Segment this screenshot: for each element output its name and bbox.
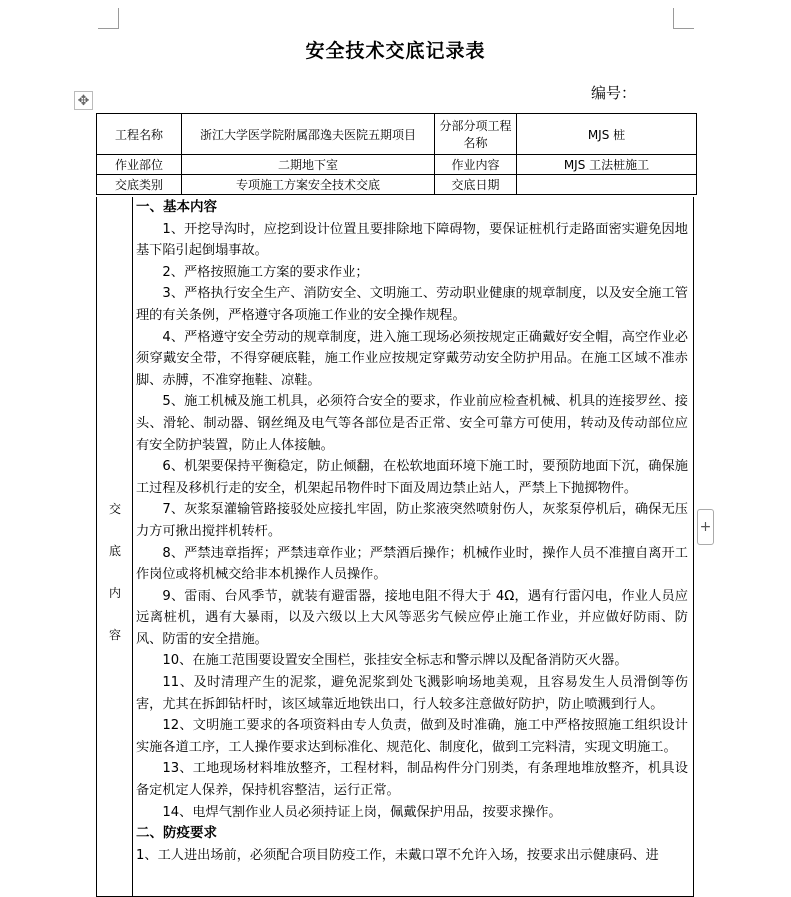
list-item: 10、在施工范围要设置安全围栏，张挂安全标志和警示牌以及配备消防灭火器。 xyxy=(162,653,628,669)
list-item: 2、严格按照施工方案的要求作业； xyxy=(162,264,369,280)
info-table xyxy=(96,113,697,195)
sub-project-label: 分部分项工程名称 xyxy=(435,114,517,155)
table-move-handle-icon[interactable]: ✥ xyxy=(74,91,93,110)
document-title: 安全技术交底记录表 xyxy=(305,40,486,62)
list-item: 11、及时清理产生的泥浆，避免泥浆到处飞溅影响场地美观，且容易发生人员滑倒等伤害，尤其在拆卸钻杆时，该区域靠近地铁出口，行人较多注意做好防护，防止喷溅到行人。 xyxy=(136,675,688,712)
list-item: 1、工人进出场前，必须配合项目防疫工作，未戴口罩不允许入场，按要求出示健康码、进 xyxy=(136,847,659,863)
list-item: 8、严禁违章指挥；严禁违章作业；严禁酒后操作；机械作业时，操作人员不准擅自离开工作岗位或将机械交给非本机操作人员操作。 xyxy=(136,545,688,583)
work-content-label: 作业内容 xyxy=(435,155,517,175)
side-label-char: 底 xyxy=(108,544,121,558)
work-content-value[interactable]: MJS 工法桩施工 xyxy=(517,155,697,175)
document-number-label: 编号： xyxy=(591,84,637,102)
add-column-icon[interactable]: + xyxy=(697,509,714,545)
list-item: 3、严格执行安全生产、消防安全、文明施工、劳动职业健康的规章制度，以及安全施工管理的有关条例，严格遵守各项施工作业的安全操作规程。 xyxy=(136,286,688,323)
table-row xyxy=(97,155,697,175)
list-item: 9、雷雨、台风季节，就装有避雷器，接地电阻不得大于 4Ω，遇有行雷闪电，作业人员应远离桩机，遇有大暴雨，以及六级以上大风等恶劣气候应停止施工作业，并应做好防雨、防风、防雷的安全措施。 xyxy=(136,588,688,647)
location-label: 作业部位 xyxy=(97,155,182,175)
content-body[interactable] xyxy=(136,197,688,866)
briefing-date-label: 交底日期 xyxy=(435,175,517,195)
table-row xyxy=(97,114,697,155)
side-label-char: 容 xyxy=(108,628,121,642)
list-item: 13、工地现场材料堆放整齐，工程材料，制品构件分门别类，有条理地堆放整齐，机具设备定机定人保养，保持机容整洁，运行正常。 xyxy=(136,761,688,799)
section-heading: 一、基本内容 xyxy=(136,199,217,215)
location-value[interactable]: 二期地下室 xyxy=(182,155,435,175)
page-corner-mark-top-right xyxy=(673,8,694,29)
list-item: 6、机架要保持平衡稳定，防止倾翻，在松软地面环境下施工时，要预防地面下沉，确保施工过程及移机行走的安全，机架起吊物件时下面及周边禁止站人，严禁上下抛掷物件。 xyxy=(136,459,688,496)
section-heading: 二、防疫要求 xyxy=(136,825,217,842)
list-item: 12、文明施工要求的各项资料由专人负责，做到及时准确，施工中严格按照施工组织设计实施各道工序，工人操作要求达到标准化、规范化、制度化，做到工完料清，实现文明施工。 xyxy=(136,718,688,755)
sub-project-value[interactable]: MJS 桩 xyxy=(517,114,697,155)
content-cell-divider xyxy=(132,197,133,896)
project-name-value[interactable]: 浙江大学医学院附属邵逸夫医院五期项目 xyxy=(182,114,435,155)
side-label-char: 内 xyxy=(108,586,121,600)
table-row xyxy=(97,175,697,195)
side-label-char: 交 xyxy=(108,502,121,516)
list-item: 14、电焊气割作业人员必须持证上岗，佩戴保护用品，按要求操作。 xyxy=(162,804,562,820)
project-name-label: 工程名称 xyxy=(97,114,182,155)
list-item: 5、施工机械及施工机具，必须符合安全的要求，作业前应检查机械、机具的连接罗丝、接头、滑轮、制动器、钢丝绳及电气等各部位是否正常、安全可靠方可使用，转动及传动部位应有安全防护装置，防止人体接触。 xyxy=(136,394,688,453)
briefing-type-label: 交底类别 xyxy=(97,175,182,195)
list-item: 4、严格遵守安全劳动的规章制度，进入施工现场必须按规定正确戴好安全帽，高空作业必须穿戴安全带，不得穿硬底鞋，施工作业应按规定穿戴劳动安全防护用品。在施工区域不准赤脚、赤膊，不准穿拖鞋、凉鞋。 xyxy=(136,329,688,388)
page-corner-mark-top-left xyxy=(98,8,119,29)
briefing-type-value[interactable]: 专项施工方案安全技术交底 xyxy=(182,175,435,195)
list-item: 1、开挖导沟时，应挖到设计位置且要排除地下障碍物，要保证桩机行走路面密实避免因地基下陷引起倒塌事故。 xyxy=(136,221,688,259)
briefing-date-value[interactable] xyxy=(517,175,697,195)
list-item: 7、灰浆泵灌输管路接驳处应接扎牢固，防止浆液突然喷射伤人，灰浆泵停机后，确保无压力方可揪出搅拌机转杆。 xyxy=(136,502,688,539)
